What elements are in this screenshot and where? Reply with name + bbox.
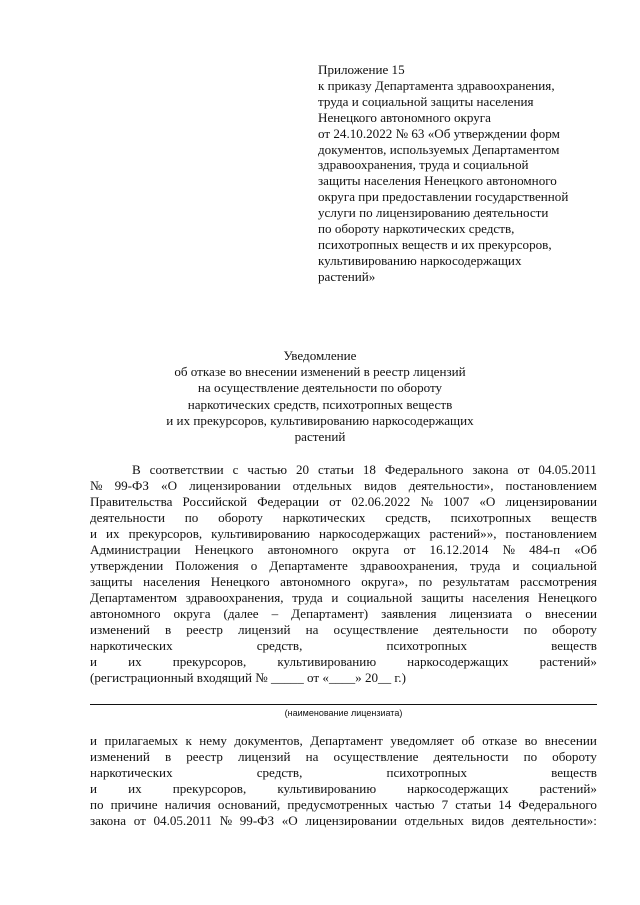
word: документов, (234, 733, 303, 748)
word: и (90, 733, 98, 748)
word: Федерации (257, 494, 320, 509)
word: 18 (362, 462, 376, 477)
word: веществ (551, 638, 597, 653)
appendix-line: защиты населения Ненецкого автономного (318, 173, 557, 189)
paragraph-line (90, 765, 597, 781)
word: здравоохранения, (359, 558, 458, 573)
word: наркотических (90, 765, 173, 780)
word: отдельных (404, 813, 464, 828)
paragraph-line (90, 638, 597, 654)
word: Департамент (310, 733, 383, 748)
word: статьи (318, 462, 354, 477)
word: 20 (295, 462, 310, 477)
notice-paragraph-1 (90, 462, 597, 686)
word: растений» (539, 654, 597, 669)
appendix-line: Приложение 15 (318, 62, 405, 77)
licensee-name-caption: (наименование лицензиата) (284, 708, 403, 718)
word: по (523, 749, 538, 764)
word: результатам (442, 574, 510, 589)
word: 99-ФЗ (114, 478, 149, 493)
registration-line: (регистрационный входящий № _____ от «____» 20__ г.) (90, 670, 406, 685)
word: защиты (90, 574, 133, 589)
word: растений»», (429, 526, 497, 541)
appendix-line: округа при предоставлении государственной (318, 189, 569, 205)
word: Ненецкого (538, 590, 597, 605)
word: наркосодержащих (318, 526, 421, 541)
word: и (90, 781, 98, 796)
word: закона (90, 813, 127, 828)
word: и (512, 558, 520, 573)
word: психотропных (386, 765, 468, 780)
word: по (90, 797, 104, 812)
word: внесении (544, 606, 597, 621)
word: 484-п (529, 542, 561, 557)
notice-subtitle-line: об отказе во внесении изменений в реестр лицензий (174, 364, 466, 380)
word: социальной (347, 590, 413, 605)
paragraph-line (90, 542, 597, 558)
word: отдельных (292, 478, 352, 493)
notice-subtitle-line: и их прекурсоров, культивированию наркосодержащих (166, 412, 474, 428)
word: к (185, 733, 192, 748)
word: труда (469, 558, 501, 573)
word: автономного (267, 542, 339, 557)
word: психотропных (386, 638, 468, 653)
word: осуществление (333, 749, 419, 764)
word: и (331, 590, 339, 605)
word: с (232, 462, 239, 477)
word: Федерального (518, 797, 597, 812)
appendix-line: к приказу Департамента здравоохранения, (318, 77, 555, 93)
word: средств, (256, 765, 303, 780)
word: средств, (385, 510, 431, 525)
word: видов (364, 478, 397, 493)
word: Положения (175, 558, 239, 573)
word: «О (161, 478, 178, 493)
paragraph-line (90, 510, 597, 526)
word: изменений (90, 622, 150, 637)
word: 02.06.2022 (351, 494, 411, 509)
word: осуществление (333, 622, 419, 637)
word: уведомляет (390, 733, 454, 748)
word: социальной (531, 558, 597, 573)
word: округа», (361, 574, 409, 589)
appendix-line: от 24.10.2022 № 63 «Об утверждении форм (318, 125, 560, 141)
word: культивированию (211, 526, 310, 541)
word: наличия (164, 797, 211, 812)
word: отказе (482, 733, 518, 748)
word: обороту (552, 622, 597, 637)
notice-subtitle-line: на осуществление деятельности по обороту (197, 380, 443, 396)
word: изменений (90, 749, 150, 764)
word: видов (471, 813, 505, 828)
word: в (164, 749, 172, 764)
word: «О (479, 494, 496, 509)
word: «О (281, 813, 298, 828)
word: № (90, 478, 103, 493)
word: – (271, 606, 279, 621)
word: частью (247, 462, 288, 477)
word: 04.05.2011 (153, 813, 212, 828)
word: прилагаемых (104, 733, 178, 748)
word: 16.12.2014 (429, 542, 489, 557)
word: о (525, 606, 532, 621)
notice-title-block (80, 348, 560, 445)
appendix-line: культивированию наркосодержащих (318, 252, 522, 268)
paragraph-line (90, 733, 597, 749)
licensee-name-blank-line[interactable] (90, 704, 597, 705)
word: 04.05.2011 (538, 462, 597, 477)
word: постановлением (505, 526, 597, 541)
word: лицензировании (505, 494, 597, 509)
appendix-line: Ненецкого автономного округа (318, 109, 491, 125)
word: нему (199, 733, 227, 748)
word: В (132, 462, 141, 477)
word: веществ (551, 765, 597, 780)
paragraph-line (90, 526, 597, 542)
word: 14 (498, 797, 512, 812)
word: предусмотренных (287, 797, 388, 812)
word: лицензиата (449, 606, 513, 621)
word: (далее (223, 606, 259, 621)
word: № (420, 494, 433, 509)
word: об (461, 733, 475, 748)
word: округа (352, 542, 390, 557)
word: и (90, 654, 98, 669)
word: № (219, 813, 233, 828)
notice-paragraph-2 (90, 733, 597, 829)
word: внесении (544, 733, 597, 748)
word: Российской (182, 494, 248, 509)
notice-subtitle-line: растений (294, 429, 346, 445)
appendix-line: растений» (318, 268, 376, 284)
appendix-line: здравоохранения, труда и социальной (318, 157, 529, 173)
word: их (128, 654, 142, 669)
word: от (403, 542, 416, 557)
word: наркотических (282, 510, 366, 525)
notice-title: Уведомление (283, 348, 357, 363)
word: 99-ФЗ (239, 813, 275, 828)
paragraph-line (90, 462, 597, 478)
paragraph-line (90, 781, 597, 797)
word: во (524, 733, 538, 748)
paragraph-line (90, 558, 597, 574)
word: деятельности», (408, 478, 494, 493)
word: Администрации (90, 542, 181, 557)
word: по (523, 622, 538, 637)
word: на (305, 749, 319, 764)
word: на (305, 622, 319, 637)
paragraph-line (90, 749, 597, 765)
word: реестр (186, 749, 223, 764)
word: прекурсоров, (172, 781, 247, 796)
word: обороту (552, 749, 597, 764)
word: культивированию (277, 781, 377, 796)
appendix-line: документов, используемых Департаментом (318, 141, 560, 157)
word: автономного (90, 606, 161, 621)
word: Ненецкого (194, 542, 254, 557)
word: деятельности (433, 749, 509, 764)
word: 7 (441, 797, 449, 812)
word: деятельности»: (511, 813, 597, 828)
word: веществ (551, 510, 597, 525)
word: населения (143, 574, 201, 589)
word: здравоохранения, (185, 590, 284, 605)
appendix-line: услуги по лицензированию деятельности (318, 205, 549, 221)
word: от (517, 462, 530, 477)
word: статьи (455, 797, 492, 812)
word: их (128, 781, 142, 796)
word: утверждении (90, 558, 164, 573)
appendix-header (318, 62, 618, 285)
word: о (250, 558, 258, 573)
word: частью (394, 797, 435, 812)
word: Правительства (90, 494, 173, 509)
word: средств, (256, 638, 303, 653)
word: рассмотрения (520, 574, 597, 589)
word: лицензий (238, 749, 291, 764)
word: прекурсоров, (172, 654, 247, 669)
word: «Об (574, 542, 597, 557)
word: округа (173, 606, 211, 621)
word: лицензировании (189, 478, 281, 493)
word: Департамент) (291, 606, 369, 621)
word: и (90, 526, 98, 541)
word: Ненецкого (210, 574, 270, 589)
word: лицензировании (305, 813, 397, 828)
word: автономного (280, 574, 351, 589)
word: защиты (421, 590, 464, 605)
word: растений» (539, 781, 597, 796)
word: оснований, (217, 797, 281, 812)
word: 1007 (443, 494, 470, 509)
paragraph-line (90, 590, 597, 606)
notice-subtitle-line: наркотических средств, психотропных веществ (187, 396, 453, 412)
paragraph-line (90, 494, 597, 510)
word: их (106, 526, 120, 541)
word: Федерального (384, 462, 464, 477)
word: заявления (381, 606, 437, 621)
word: наркосодержащих (407, 654, 509, 669)
word: культивированию (277, 654, 377, 669)
word: населения (472, 590, 530, 605)
paragraph-line (90, 606, 597, 622)
word: лицензий (238, 622, 291, 637)
appendix-line: психотропных веществ и их прекурсоров, (318, 236, 552, 252)
word: в (164, 622, 172, 637)
word: обороту (218, 510, 263, 525)
word: деятельности (433, 622, 509, 637)
appendix-line: труда и социальной защиты населения (318, 93, 534, 109)
word: постановлением (505, 478, 597, 493)
word: Департаментом (90, 590, 178, 605)
word: психотропных (450, 510, 532, 525)
paragraph-line (90, 574, 597, 590)
paragraph-line (90, 478, 597, 494)
paragraph-line (90, 797, 597, 813)
appendix-line: по обороту наркотических средств, (318, 221, 515, 237)
paragraph-line (90, 622, 597, 638)
word: соответствии (149, 462, 224, 477)
word: наркосодержащих (407, 781, 509, 796)
word: наркотических (90, 638, 173, 653)
word: № (502, 542, 516, 557)
word: труда (292, 590, 323, 605)
word: прекурсоров, (128, 526, 203, 541)
word: по (418, 574, 433, 589)
word: закона (472, 462, 509, 477)
paragraph-line (90, 813, 597, 829)
word: по (184, 510, 199, 525)
word: причине (110, 797, 158, 812)
word: деятельности (90, 510, 165, 525)
word: Департаменте (269, 558, 348, 573)
word: от (329, 494, 342, 509)
word: от (133, 813, 146, 828)
paragraph-line (90, 654, 597, 670)
word: реестр (186, 622, 223, 637)
